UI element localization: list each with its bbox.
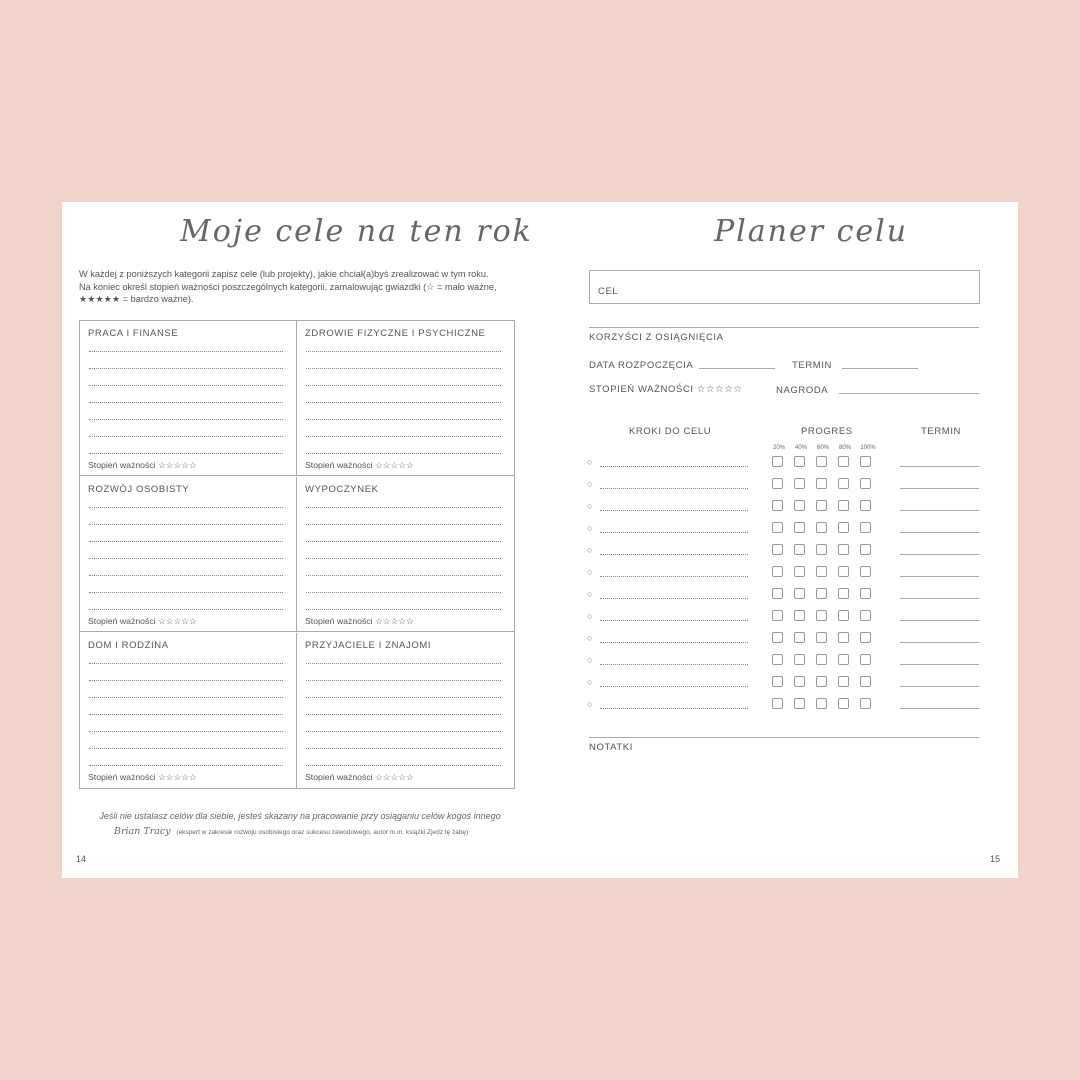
dotted-line[interactable]	[89, 524, 283, 525]
step-deadline-line[interactable]	[900, 664, 979, 665]
dotted-line[interactable]	[89, 575, 283, 576]
step-row	[587, 522, 980, 544]
step-row	[587, 632, 980, 654]
dotted-line[interactable]	[306, 575, 501, 576]
dotted-line[interactable]	[89, 385, 283, 386]
progress-checkbox[interactable]	[838, 676, 849, 687]
step-deadline-line[interactable]	[900, 554, 979, 555]
dotted-line[interactable]	[89, 697, 283, 698]
step-bullet: ○	[587, 523, 593, 533]
dotted-line[interactable]	[306, 351, 501, 352]
progress-checkbox[interactable]	[838, 544, 849, 555]
reward-field[interactable]	[839, 393, 979, 394]
progress-percent-label: 40%	[794, 445, 807, 451]
step-deadline-line[interactable]	[900, 510, 979, 511]
start-date-field[interactable]	[699, 368, 775, 369]
step-row	[587, 654, 980, 676]
category-title: PRACA I FINANSE	[88, 328, 179, 339]
progress-checkbox[interactable]	[772, 522, 783, 533]
step-line[interactable]	[600, 576, 748, 577]
category-cell	[296, 321, 514, 476]
dotted-line[interactable]	[306, 714, 501, 715]
step-bullet: ○	[587, 677, 593, 687]
step-row	[587, 588, 980, 610]
progress-checkbox[interactable]	[794, 566, 805, 577]
benefits-label: KORZYŚCI Z OSIĄGNIĘCIA	[589, 332, 724, 343]
progress-checkbox[interactable]	[772, 654, 783, 665]
dotted-line[interactable]	[306, 436, 501, 437]
dotted-line[interactable]	[89, 368, 283, 369]
dotted-line[interactable]	[306, 368, 501, 369]
dotted-line[interactable]	[306, 402, 501, 403]
dotted-line[interactable]	[89, 436, 283, 437]
progress-checkbox[interactable]	[860, 654, 871, 665]
dotted-line[interactable]	[306, 453, 501, 454]
progress-checkbox[interactable]	[772, 676, 783, 687]
dotted-line[interactable]	[306, 609, 501, 610]
progress-checkbox[interactable]	[816, 632, 827, 643]
step-bullet: ○	[587, 567, 593, 577]
step-bullet: ○	[587, 545, 593, 555]
dotted-line[interactable]	[306, 385, 501, 386]
progress-checkbox[interactable]	[816, 566, 827, 577]
intro-line: Na koniec określ stopień ważności poszczególnych kategorii, zamalowując gwiazdki (☆ = mało ważne,	[79, 281, 497, 292]
progress-checkbox[interactable]	[838, 610, 849, 621]
progress-checkbox[interactable]	[772, 698, 783, 709]
dotted-line[interactable]	[89, 680, 283, 681]
progress-checkbox[interactable]	[816, 500, 827, 511]
dotted-line[interactable]	[89, 765, 283, 766]
progress-checkbox[interactable]	[860, 698, 871, 709]
progress-checkbox[interactable]	[816, 544, 827, 555]
step-bullet: ○	[587, 611, 593, 621]
progress-checkbox[interactable]	[860, 456, 871, 467]
progress-checkbox[interactable]	[860, 478, 871, 489]
progress-checkbox[interactable]	[794, 588, 805, 599]
progress-checkbox[interactable]	[772, 544, 783, 555]
step-deadline-line[interactable]	[900, 466, 979, 467]
dotted-line[interactable]	[89, 351, 283, 352]
step-deadline-line[interactable]	[900, 488, 979, 489]
dotted-line[interactable]	[306, 748, 501, 749]
step-row	[587, 478, 980, 500]
right-page-title: Planer celu	[714, 214, 909, 249]
progress-checkbox[interactable]	[838, 698, 849, 709]
steps-header: KROKI DO CELU	[629, 426, 712, 437]
progress-checkbox[interactable]	[794, 478, 805, 489]
intro-line: W każdej z poniższych kategorii zapisz cele (lub projekty), jakie chciał(a)byś zrealizować w tym roku.	[79, 269, 489, 279]
dotted-line[interactable]	[89, 592, 283, 593]
progress-checkbox[interactable]	[816, 588, 827, 599]
progress-checkbox[interactable]	[860, 676, 871, 687]
dotted-line[interactable]	[89, 507, 283, 508]
step-bullet: ○	[587, 589, 593, 599]
progress-checkbox[interactable]	[860, 500, 871, 511]
progress-checkbox[interactable]	[816, 610, 827, 621]
progress-percent-label: 20%	[772, 445, 785, 451]
step-line[interactable]	[600, 510, 748, 511]
progress-checkbox[interactable]	[860, 632, 871, 643]
progress-checkbox[interactable]	[860, 610, 871, 621]
dotted-line[interactable]	[306, 541, 501, 542]
progress-checkbox[interactable]	[860, 544, 871, 555]
progress-checkbox[interactable]	[838, 522, 849, 533]
progress-checkbox[interactable]	[794, 456, 805, 467]
goal-label: CEL	[598, 286, 619, 297]
dotted-line[interactable]	[306, 697, 501, 698]
page-number-left: 14	[76, 854, 87, 864]
dotted-line[interactable]	[306, 524, 501, 525]
progress-checkbox[interactable]	[838, 588, 849, 599]
dotted-line[interactable]	[306, 731, 501, 732]
goal-field[interactable]	[589, 270, 980, 304]
divider	[589, 327, 979, 328]
author-signature: Brian Tracy	[114, 826, 171, 837]
step-row	[587, 566, 980, 588]
deadline-field[interactable]	[842, 368, 918, 369]
category-cell	[80, 477, 296, 632]
divider	[589, 737, 979, 738]
importance-rating[interactable]: Stopień ważności ☆☆☆☆☆	[305, 616, 414, 626]
notebook-spread	[62, 202, 1018, 878]
dotted-line[interactable]	[306, 507, 501, 508]
progress-checkbox[interactable]	[838, 632, 849, 643]
progress-checkbox[interactable]	[794, 698, 805, 709]
step-line[interactable]	[600, 554, 748, 555]
step-deadline-line[interactable]	[900, 642, 979, 643]
left-page-title: Moje cele na ten rok	[180, 214, 533, 249]
step-row	[587, 456, 980, 478]
progress-checkbox[interactable]	[816, 478, 827, 489]
quote-text: Jeśli nie ustalasz celów dla siebie, jesteś skazany na pracowanie przy osiąganiu celów kogoś innego	[99, 811, 501, 821]
dotted-line[interactable]	[89, 609, 283, 610]
progress-checkbox[interactable]	[794, 610, 805, 621]
step-line[interactable]	[600, 708, 748, 709]
step-line[interactable]	[600, 532, 748, 533]
step-line[interactable]	[600, 488, 748, 489]
step-line[interactable]	[600, 466, 748, 467]
step-deadline-line[interactable]	[900, 620, 979, 621]
step-row	[587, 698, 980, 720]
dotted-line[interactable]	[89, 453, 283, 454]
page-number-right: 15	[990, 854, 1001, 864]
dotted-line[interactable]	[89, 714, 283, 715]
dotted-line[interactable]	[306, 680, 501, 681]
step-line[interactable]	[600, 642, 748, 643]
category-cell	[80, 633, 296, 788]
importance-rating[interactable]: Stopień ważności ☆☆☆☆☆	[305, 460, 414, 470]
dotted-line[interactable]	[306, 765, 501, 766]
author-note: (ekspert w zakresie rozwoju osobistego oraz sukcesu zawodowego, autor m.in. książki Zjedz tę żabę)	[176, 829, 469, 836]
dotted-line[interactable]	[306, 592, 501, 593]
category-title: DOM I RODZINA	[88, 640, 169, 651]
notes-label: NOTATKI	[589, 742, 633, 753]
progress-checkbox[interactable]	[794, 522, 805, 533]
importance-rating[interactable]: Stopień ważności ☆☆☆☆☆	[88, 616, 197, 626]
intro-line: ★★★★★ = bardzo ważne).	[79, 294, 194, 304]
category-cell	[80, 321, 296, 476]
quote-author	[114, 826, 468, 837]
step-bullet: ○	[587, 655, 593, 665]
step-line[interactable]	[600, 598, 748, 599]
intro-text	[79, 268, 519, 306]
dotted-line[interactable]	[89, 541, 283, 542]
progress-checkbox[interactable]	[838, 654, 849, 665]
start-date-label: DATA ROZPOCZĘCIA	[589, 360, 694, 371]
deadline-label: TERMIN	[792, 360, 833, 371]
progress-checkbox[interactable]	[838, 456, 849, 467]
progress-checkbox[interactable]	[794, 544, 805, 555]
dotted-line[interactable]	[306, 419, 501, 420]
step-deadline-line[interactable]	[900, 686, 979, 687]
importance-label[interactable]: STOPIEŃ WAŻNOŚCI ☆☆☆☆☆	[589, 384, 743, 395]
progress-checkbox[interactable]	[772, 610, 783, 621]
progress-checkbox[interactable]	[860, 522, 871, 533]
progress-checkbox[interactable]	[816, 456, 827, 467]
step-row	[587, 500, 980, 522]
step-bullet: ○	[587, 501, 593, 511]
progress-percent-label: 60%	[816, 445, 829, 451]
deadline-header: TERMIN	[921, 426, 962, 437]
progress-checkbox[interactable]	[772, 500, 783, 511]
reward-label: NAGRODA	[776, 385, 829, 396]
progress-checkbox[interactable]	[794, 676, 805, 687]
progress-checkbox[interactable]	[860, 566, 871, 577]
progress-checkbox[interactable]	[816, 654, 827, 665]
category-title: WYPOCZYNEK	[305, 484, 379, 495]
step-bullet: ○	[587, 633, 593, 643]
step-deadline-line[interactable]	[900, 598, 979, 599]
progress-percent-label: 100%	[860, 445, 876, 451]
step-row	[587, 676, 980, 698]
step-line[interactable]	[600, 686, 748, 687]
dotted-line[interactable]	[89, 663, 283, 664]
importance-rating[interactable]: Stopień ważności ☆☆☆☆☆	[88, 460, 197, 470]
progress-checkbox[interactable]	[794, 500, 805, 511]
step-row	[587, 610, 980, 632]
progress-checkbox[interactable]	[838, 478, 849, 489]
step-line[interactable]	[600, 664, 748, 665]
dotted-line[interactable]	[89, 731, 283, 732]
step-deadline-line[interactable]	[900, 708, 979, 709]
dotted-line[interactable]	[89, 402, 283, 403]
step-row	[587, 544, 980, 566]
category-title: ZDROWIE FIZYCZNE I PSYCHICZNE	[305, 328, 486, 339]
progress-percent-label: 80%	[838, 445, 851, 451]
step-bullet: ○	[587, 457, 593, 467]
importance-rating[interactable]: Stopień ważności ☆☆☆☆☆	[305, 772, 414, 782]
category-title: PRZYJACIELE I ZNAJOMI	[305, 640, 432, 651]
progress-checkbox[interactable]	[772, 588, 783, 599]
dotted-line[interactable]	[306, 558, 501, 559]
progress-checkbox[interactable]	[816, 676, 827, 687]
progress-checkbox[interactable]	[838, 500, 849, 511]
progress-checkbox[interactable]	[838, 566, 849, 577]
step-deadline-line[interactable]	[900, 532, 979, 533]
progress-checkbox[interactable]	[772, 456, 783, 467]
step-line[interactable]	[600, 620, 748, 621]
progress-checkbox[interactable]	[794, 632, 805, 643]
step-deadline-line[interactable]	[900, 576, 979, 577]
progress-header: PROGRES	[801, 426, 853, 437]
progress-checkbox[interactable]	[816, 698, 827, 709]
progress-checkbox[interactable]	[772, 632, 783, 643]
category-cell	[296, 477, 514, 632]
progress-checkbox[interactable]	[772, 478, 783, 489]
importance-rating[interactable]: Stopień ważności ☆☆☆☆☆	[88, 772, 197, 782]
dotted-line[interactable]	[89, 558, 283, 559]
progress-checkbox[interactable]	[794, 654, 805, 665]
progress-checkbox[interactable]	[816, 522, 827, 533]
category-title: ROZWÓJ OSOBISTY	[88, 484, 190, 495]
dotted-line[interactable]	[89, 748, 283, 749]
dotted-line[interactable]	[89, 419, 283, 420]
categories-grid	[79, 320, 515, 789]
progress-checkbox[interactable]	[860, 588, 871, 599]
dotted-line[interactable]	[306, 663, 501, 664]
progress-checkbox[interactable]	[772, 566, 783, 577]
category-cell	[296, 633, 514, 788]
step-bullet: ○	[587, 479, 593, 489]
step-bullet: ○	[587, 699, 593, 709]
